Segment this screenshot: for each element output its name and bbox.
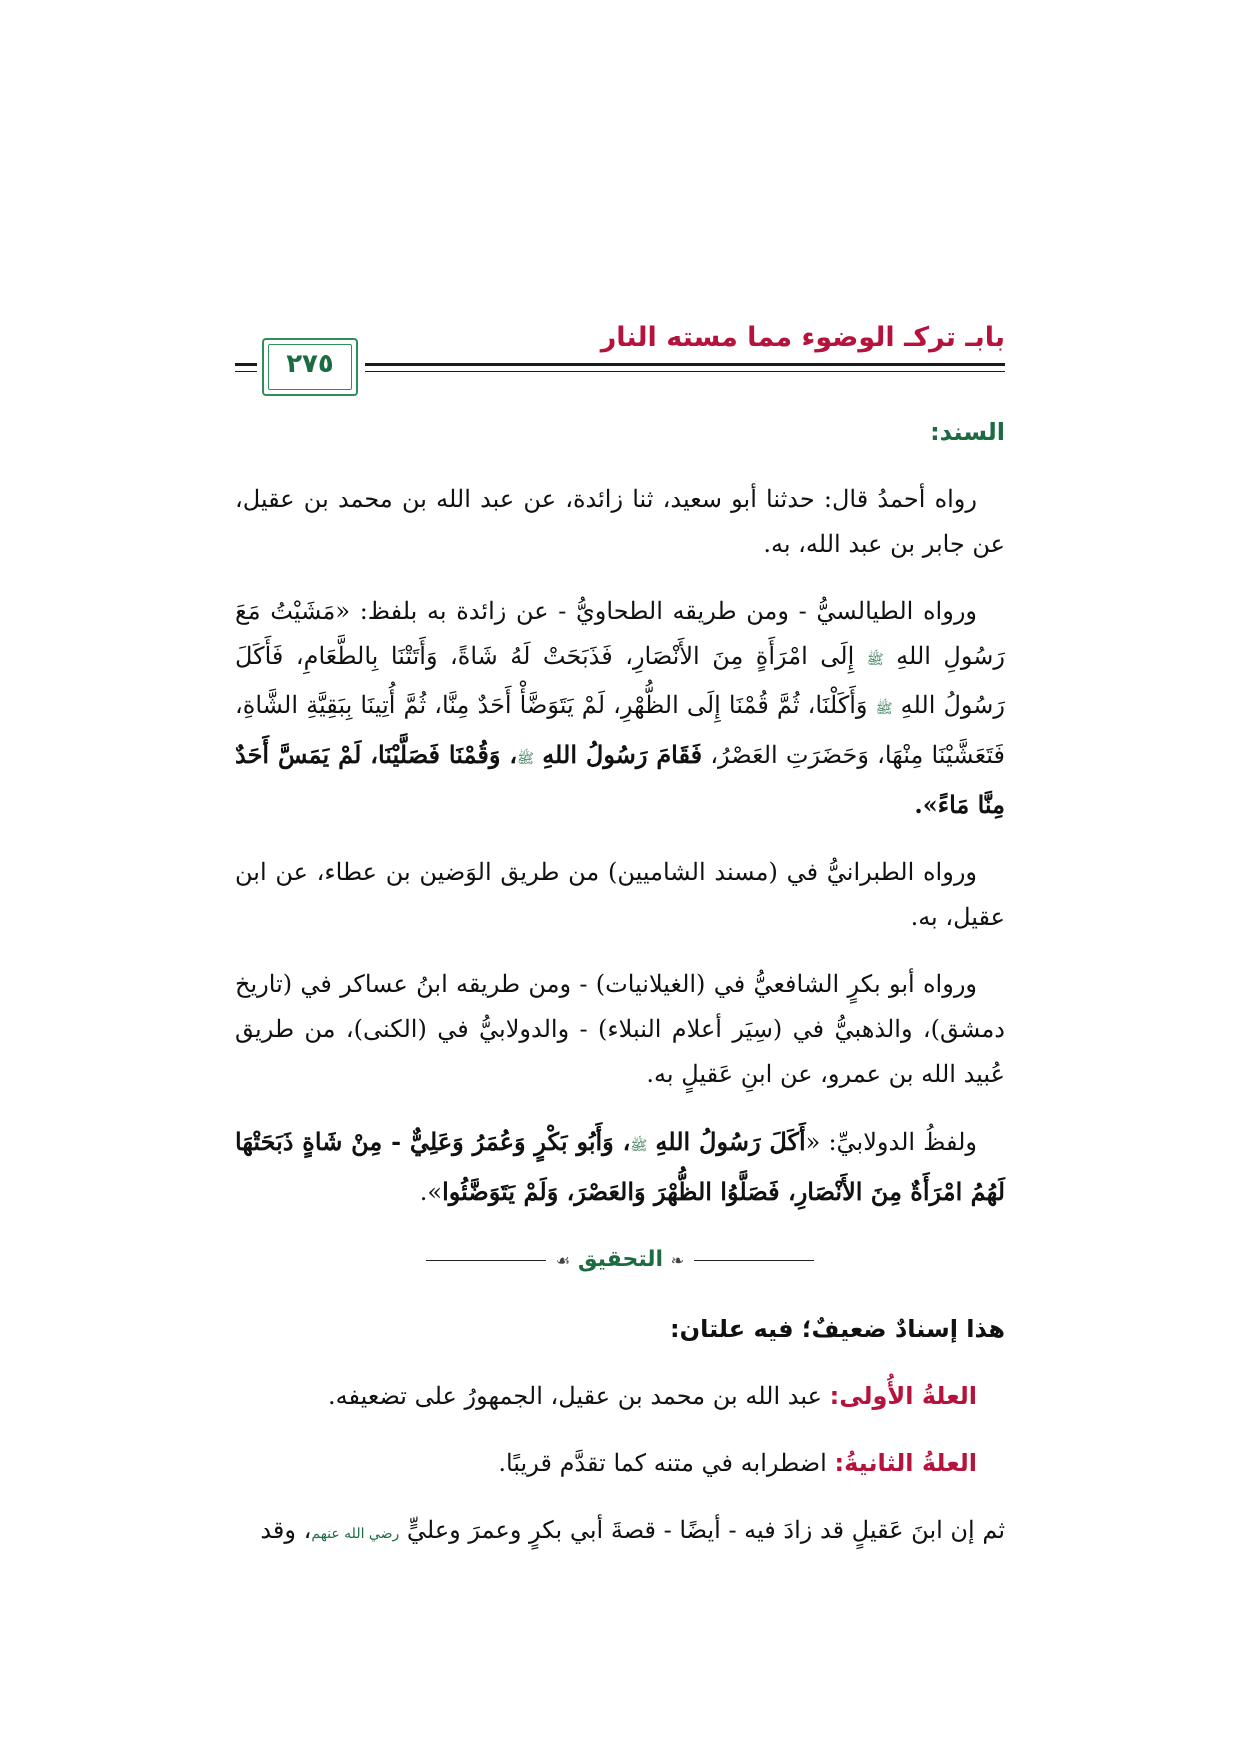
ornament-icon: ❧ (670, 1251, 685, 1270)
illness-one (235, 1374, 1005, 1419)
paragraph-ahmad: رواه أحمدُ قال: حدثنا أبو سعيد، ثنا زائدة، عن عبد الله بن محمد بن عقيل، عن جابر بن عبد الله، به. (235, 485, 1005, 558)
p-last-end: ، وقد (260, 1516, 312, 1544)
paragraph-abu-bakr: ورواه أبو بكرٍ الشافعيُّ في (الغيلانيات) - ومن طريقه ابنُ عساكر في (تاريخ دمشق)، والذهبيُّ في (سِيَر أعلام النبلاء) - والدولابيُّ في (الكنى)، من طريق عُبيد الله بن عمرو، عن ابنِ عَقيلٍ به. (235, 970, 1005, 1088)
p2-bold-1: فَقَامَ رَسُولُ اللهِ (542, 740, 703, 769)
header-rule-thin (365, 371, 1005, 372)
chapter-title: بابـ تركـ الوضوء مما مسته النار (600, 322, 1005, 353)
p5-bold-2: ، وَأَبُو بَكْرٍ وَعُمَرُ وَعَلِيٌّ - مِنْ شَاةٍ ذَبَحَتْهَا لَهُمُ امْرَأَةٌ مِنَ الأَنْصَارِ، فَصَلَّوُا الظُّهْرَ وَالعَصْرَ، وَلَمْ يَتَوَضَّئُوا (235, 1127, 1005, 1206)
salutation-icon: ﷺ (875, 701, 893, 717)
paragraph-dulabi (235, 1119, 1005, 1215)
verdict: هذا إسنادٌ ضعيفٌ؛ فيه علتان: (670, 1315, 1005, 1343)
divider-label: التحقيق (577, 1247, 664, 1272)
page-number-frame (262, 338, 358, 396)
paragraph-tayalisi (235, 589, 1005, 828)
divider-line (426, 1260, 546, 1261)
illness-two (235, 1441, 1005, 1486)
tahqiq-divider (235, 1237, 1005, 1283)
p-last: ثم إن ابنَ عَقيلٍ قد زادَ فيه - أيضًا - قصةَ أبي بكرٍ وعمرَ وعليٍّ (406, 1516, 1005, 1544)
p2-bold-2: ، وَقُمْنَا فَصَلَّيْنَا، لَمْ يَمَسَّ أَحَدٌ مِنَّا مَاءً». (235, 740, 1005, 819)
p2-a: إِلَى امْرَأَةٍ مِنَ الأَنْصَارِ، فَذَبَحَتْ لَهُ شَاةً، وَأَتَتْنَا بِالطَّعَامِ، فَأَكَلَ رَسُولُ اللهِ (235, 642, 1006, 719)
p2-b: وَأَكَلْنَا، ثُمَّ قُمْنَا إِلَى الظُّهْرِ، لَمْ يَتَوَضَّأْ أَحَدٌ مِنَّا، ثُمَّ أُتِينَا بِبَقِيَّةِ الشَّاةِ، فَتَعَشَّيْنَا مِنْهَا، وَحَضَرَتِ العَصْرُ، (235, 691, 1005, 769)
paragraph-last (235, 1508, 1005, 1557)
p5-end: ». (419, 1178, 443, 1206)
p5-intro: ولفظُ الدولابيِّ: « (805, 1128, 977, 1156)
ornament-icon: ☙ (555, 1251, 571, 1270)
page-number: ٢٧٥ (286, 349, 334, 379)
p5-bold-1: أَكَلَ رَسُولُ اللهِ (655, 1127, 806, 1156)
divider-line (694, 1260, 814, 1261)
salutation-icon: ﷺ (517, 751, 534, 767)
salutation-icon: ﷺ (630, 1138, 648, 1154)
header-rule-left (235, 363, 257, 366)
running-header (235, 322, 1005, 379)
illness-two-title: العلةُ الثانيةُ: (834, 1449, 977, 1477)
p2-intro: ورواه الطيالسيُّ - ومن طريقه الطحاويُّ - عن زائدة به بلفظ: «مَشَيْتُ مَعَ رَسُولِ اللهِ (235, 597, 1005, 670)
radiya-icon: رضي الله عنهم (311, 1526, 400, 1542)
illness-one-text: عبد الله بن محمد بن عقيل، الجمهورُ على تضعيفه. (328, 1382, 822, 1410)
header-rule-left-thin (235, 371, 257, 372)
salutation-icon: ﷺ (866, 652, 884, 668)
sanad-heading: السند: (930, 418, 1005, 446)
page-body (235, 410, 1005, 1579)
illness-one-title: العلةُ الأُولى: (829, 1382, 977, 1410)
paragraph-tabarani: ورواه الطبرانيُّ في (مسند الشاميين) من طريق الوَضين بن عطاء، عن ابن عقيل، به. (235, 858, 1005, 931)
header-rule (365, 363, 1005, 366)
illness-two-text: اضطرابه في متنه كما تقدَّم قريبًا. (498, 1449, 827, 1477)
